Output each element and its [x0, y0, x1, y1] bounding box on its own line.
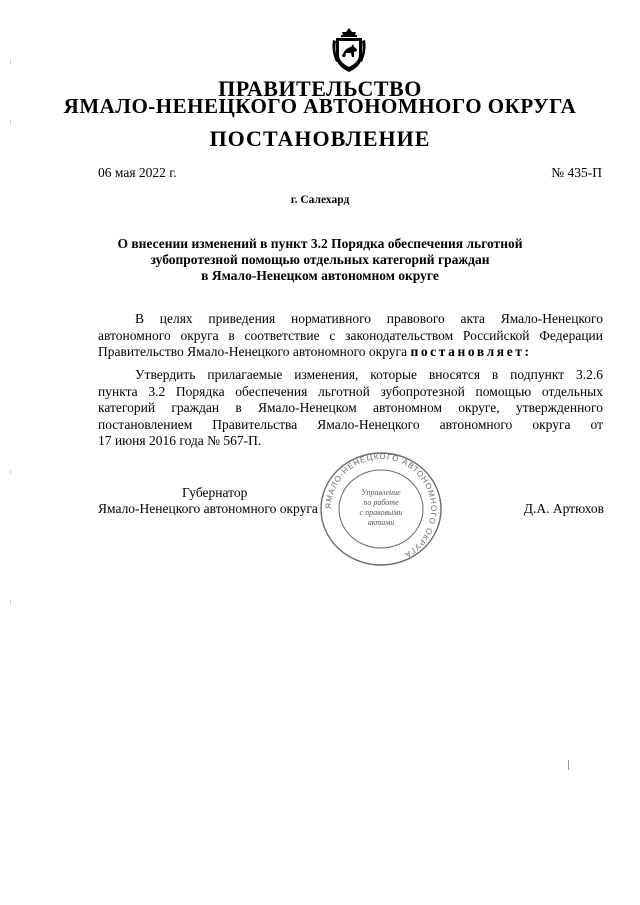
paragraph-line: В целях приведения нормативного правового акта Ямало-Ненецкого [135, 311, 603, 326]
scan-edge-mark [10, 600, 11, 604]
paragraph-line [98, 344, 603, 361]
government-title-line1: ПРАВИТЕЛЬСТВО [218, 76, 422, 101]
resolves-word: постановляет: [410, 344, 532, 359]
coat-of-arms-icon [330, 26, 368, 74]
paragraph-line: пункта 3.2 Порядка обеспечения льготной зубопротезной помощью отдельных [98, 383, 603, 399]
scan-edge-mark [10, 120, 11, 124]
document-title-line: зубопротезной помощью отдельных категорий граждан [150, 252, 490, 267]
preamble-paragraph [98, 311, 603, 361]
scan-edge-mark [10, 470, 11, 474]
scan-edge-mark [10, 60, 11, 64]
paragraph-line: категорий граждан в Ямало-Ненецком автономном округе, утвержденного [98, 400, 603, 415]
signer-position-line2: Ямало-Ненецкого автономного округа [98, 501, 318, 516]
seal-center-text: Управление [361, 488, 401, 497]
document-number: № 435-П [551, 165, 602, 180]
paragraph-line: Утвердить прилагаемые изменения, которые вносятся в подпункт 3.2.6 [135, 367, 603, 382]
signer-name: Д.А. Артюхов [523, 501, 604, 516]
paragraph-line: 17 июня 2016 года № 567-П. [98, 433, 262, 448]
seal-center-text: актами [367, 518, 395, 527]
seal-center-text: по работе [363, 498, 399, 507]
document-date: 06 мая 2022 г. [98, 165, 177, 180]
signer-position-line1: Губернатор [182, 485, 248, 500]
margin-mark [568, 760, 569, 770]
resolution-paragraph [98, 367, 603, 450]
seal-center-text: с правовыми [359, 508, 403, 517]
paragraph-line-text: Правительство Ямало-Ненецкого автономного округа [98, 344, 411, 359]
government-title-line2: ЯМАЛО-НЕНЕЦКОГО АВТОНОМНОГО ОКРУГА [63, 94, 577, 118]
document-type: ПОСТАНОВЛЕНИЕ [209, 126, 431, 151]
paragraph-line: постановлением Правительства Ямало-Ненецкого автономного округа от [98, 416, 603, 432]
official-seal [318, 450, 444, 568]
paragraph-line: автономного округа в соответствие с законодательством Российской Федерации [98, 327, 603, 343]
seal-outer-text: ЯМАЛО-НЕНЕЦКОГО АВТОНОМНОГО ОКРУГА [323, 451, 439, 560]
document-city: г. Салехард [290, 194, 350, 206]
document-title-line: О внесении изменений в пункт 3.2 Порядка обеспечения льготной [117, 236, 523, 251]
document-title-line: в Ямало-Ненецком автономном округе [201, 268, 439, 283]
